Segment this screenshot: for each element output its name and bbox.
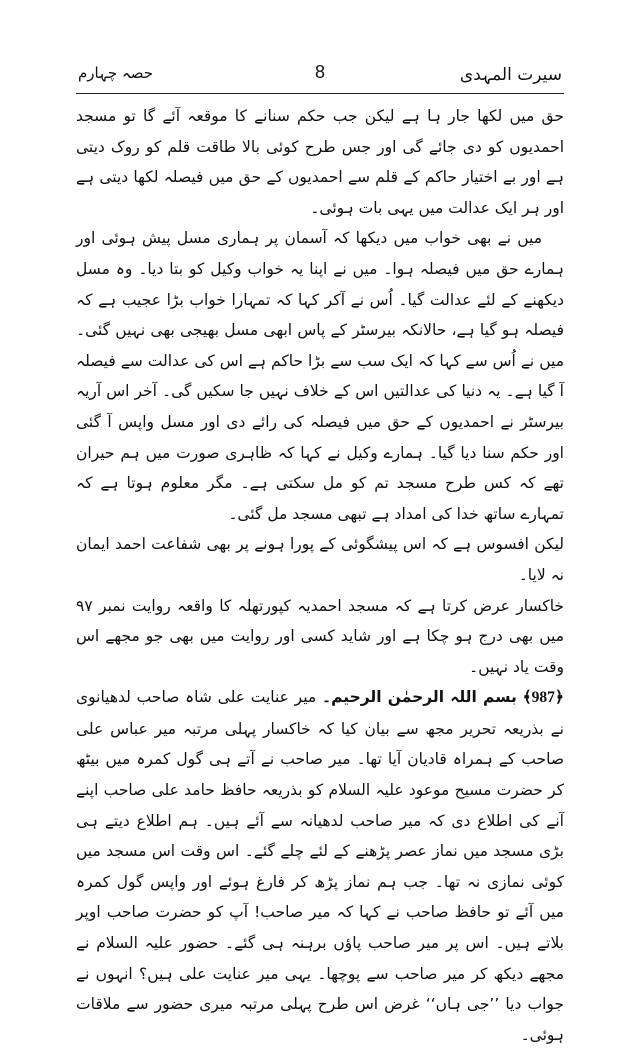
page-number: 8 xyxy=(314,62,326,82)
paragraph-2: میں نے بھی خواب میں دیکھا کہ آسمان پر ہماری مسل پیش ہوئی اور ہمارے حق میں فیصلہ ہوا۔ میں نے اپنا یہ خواب وکیل کو بتا دیا۔ وہ مسل دیکھنے کے لئے عدالت گیا۔ اُس نے آکر کہا کہ تمہارا خواب بڑا عجیب ہے کہ فیصلہ ہو گیا ہے، حالانکہ بیرسٹر کے پاس ابھی مسل بھیجی بھی نہیں گئی۔ میں نے اُس سے کہا کہ ایک سب سے بڑا حاکم ہے اس کی عدالت سے فیصلہ آ گیا ہے۔ یہ دنیا کی عدالتیں اس کے خلاف نہیں جا سکیں گی۔ آخر اس آریہ بیرسٹر نے احمدیوں کے حق میں فیصلہ کی رائے دی اور مسل واپس آ گئی اور حکم سنا دیا گیا۔ ہمارے وکیل نے کہا کہ ظاہری صورت میں ہم حیران تھے کہ کس طرح مسجد تم کو مل سکتی ہے۔ مگر معلوم ہوتا ہے کہ تمہارے ساتھ خدا کی امداد ہے تبھی مسجد مل گئی۔ xyxy=(76,229,564,523)
header-rule xyxy=(76,93,564,94)
bismillah: بسم اللہ الرحمٰن الرحیم۔ xyxy=(322,688,517,707)
paragraph-5-text: میر عنایت علی شاہ صاحب لدھیانوی نے بذریعہ تحریر مجھ سے بیان کیا کہ خاکسار پہلی مرتبہ میر عباس علی صاحب کے ہمراہ قادیان آیا تھا۔ میر صاحب نے آتے ہی گول کمرہ میں بیٹھ کر حضرت مسیح موعود علیہ السلام کو بذریعہ حافظ حامد علی صاحب اپنے آنے کی اطلاع دی کہ میر صاحب لدھیانہ سے آئے ہیں۔ ہم اطلاع دیتے ہی بڑی مسجد میں نماز عصر پڑھنے کے لئے چلے گئے۔ اس وقت اس مسجد میں کوئی نمازی نہ تھا۔ جب ہم نماز پڑھ کر فارغ ہوئے اور واپس گول کمرہ میں آئے تو حافظ صاحب نے کہا کہ میر صاحب! آپ کو حضرت صاحب اوپر بلاتے ہیں۔ اس پر میر صاحب پاؤں برہنہ ہی گئے۔ حضور علیہ السلام نے مجھے دیکھ کر میر صاحب سے پوچھا۔ یہی میر عنایت علی ہیں؟ انہوں نے جواب دیا ’’جی ہاں‘‘ غرض اس طرح پہلی مرتبہ میری حضور سے ملاقات ہوئی۔ xyxy=(76,688,564,1044)
narration-number: ﴿987﴾ xyxy=(522,689,565,707)
paragraph-4: خاکسار عرض کرتا ہے کہ مسجد احمدیہ کپورتھلہ کا واقعہ روایت نمبر ۹۷ میں بھی درج ہو چکا ہے اور شاید کسی اور روایت میں بھی جو مجھے اس وقت یاد نہیں۔ xyxy=(76,596,564,676)
book-title: سیرت المہدی xyxy=(459,65,562,85)
part-label: حصہ چہارم xyxy=(78,64,153,82)
paragraph-1: حق میں لکھا جار ہا ہے لیکن جب حکم سنانے کا موقعہ آئے گا تو مسجد احمدیوں کو دی جائے گی اور جس طرح کوئی بالا طاقت قلم کو روک دیتی ہے اور بے اختیار حاکم کے قلم سے احمدیوں کے حق میں فیصلہ لکھا دیتی ہے اور ہر ایک عدالت میں یہی بات ہوئی۔ xyxy=(76,107,564,217)
paragraph-3: لیکن افسوس ہے کہ اس پیشگوئی کے پورا ہونے پر بھی شفاعت احمد ایمان نہ لایا۔ xyxy=(76,535,564,584)
page-body xyxy=(76,101,564,1050)
page-header xyxy=(78,62,562,92)
paragraph-5 xyxy=(76,682,564,1050)
